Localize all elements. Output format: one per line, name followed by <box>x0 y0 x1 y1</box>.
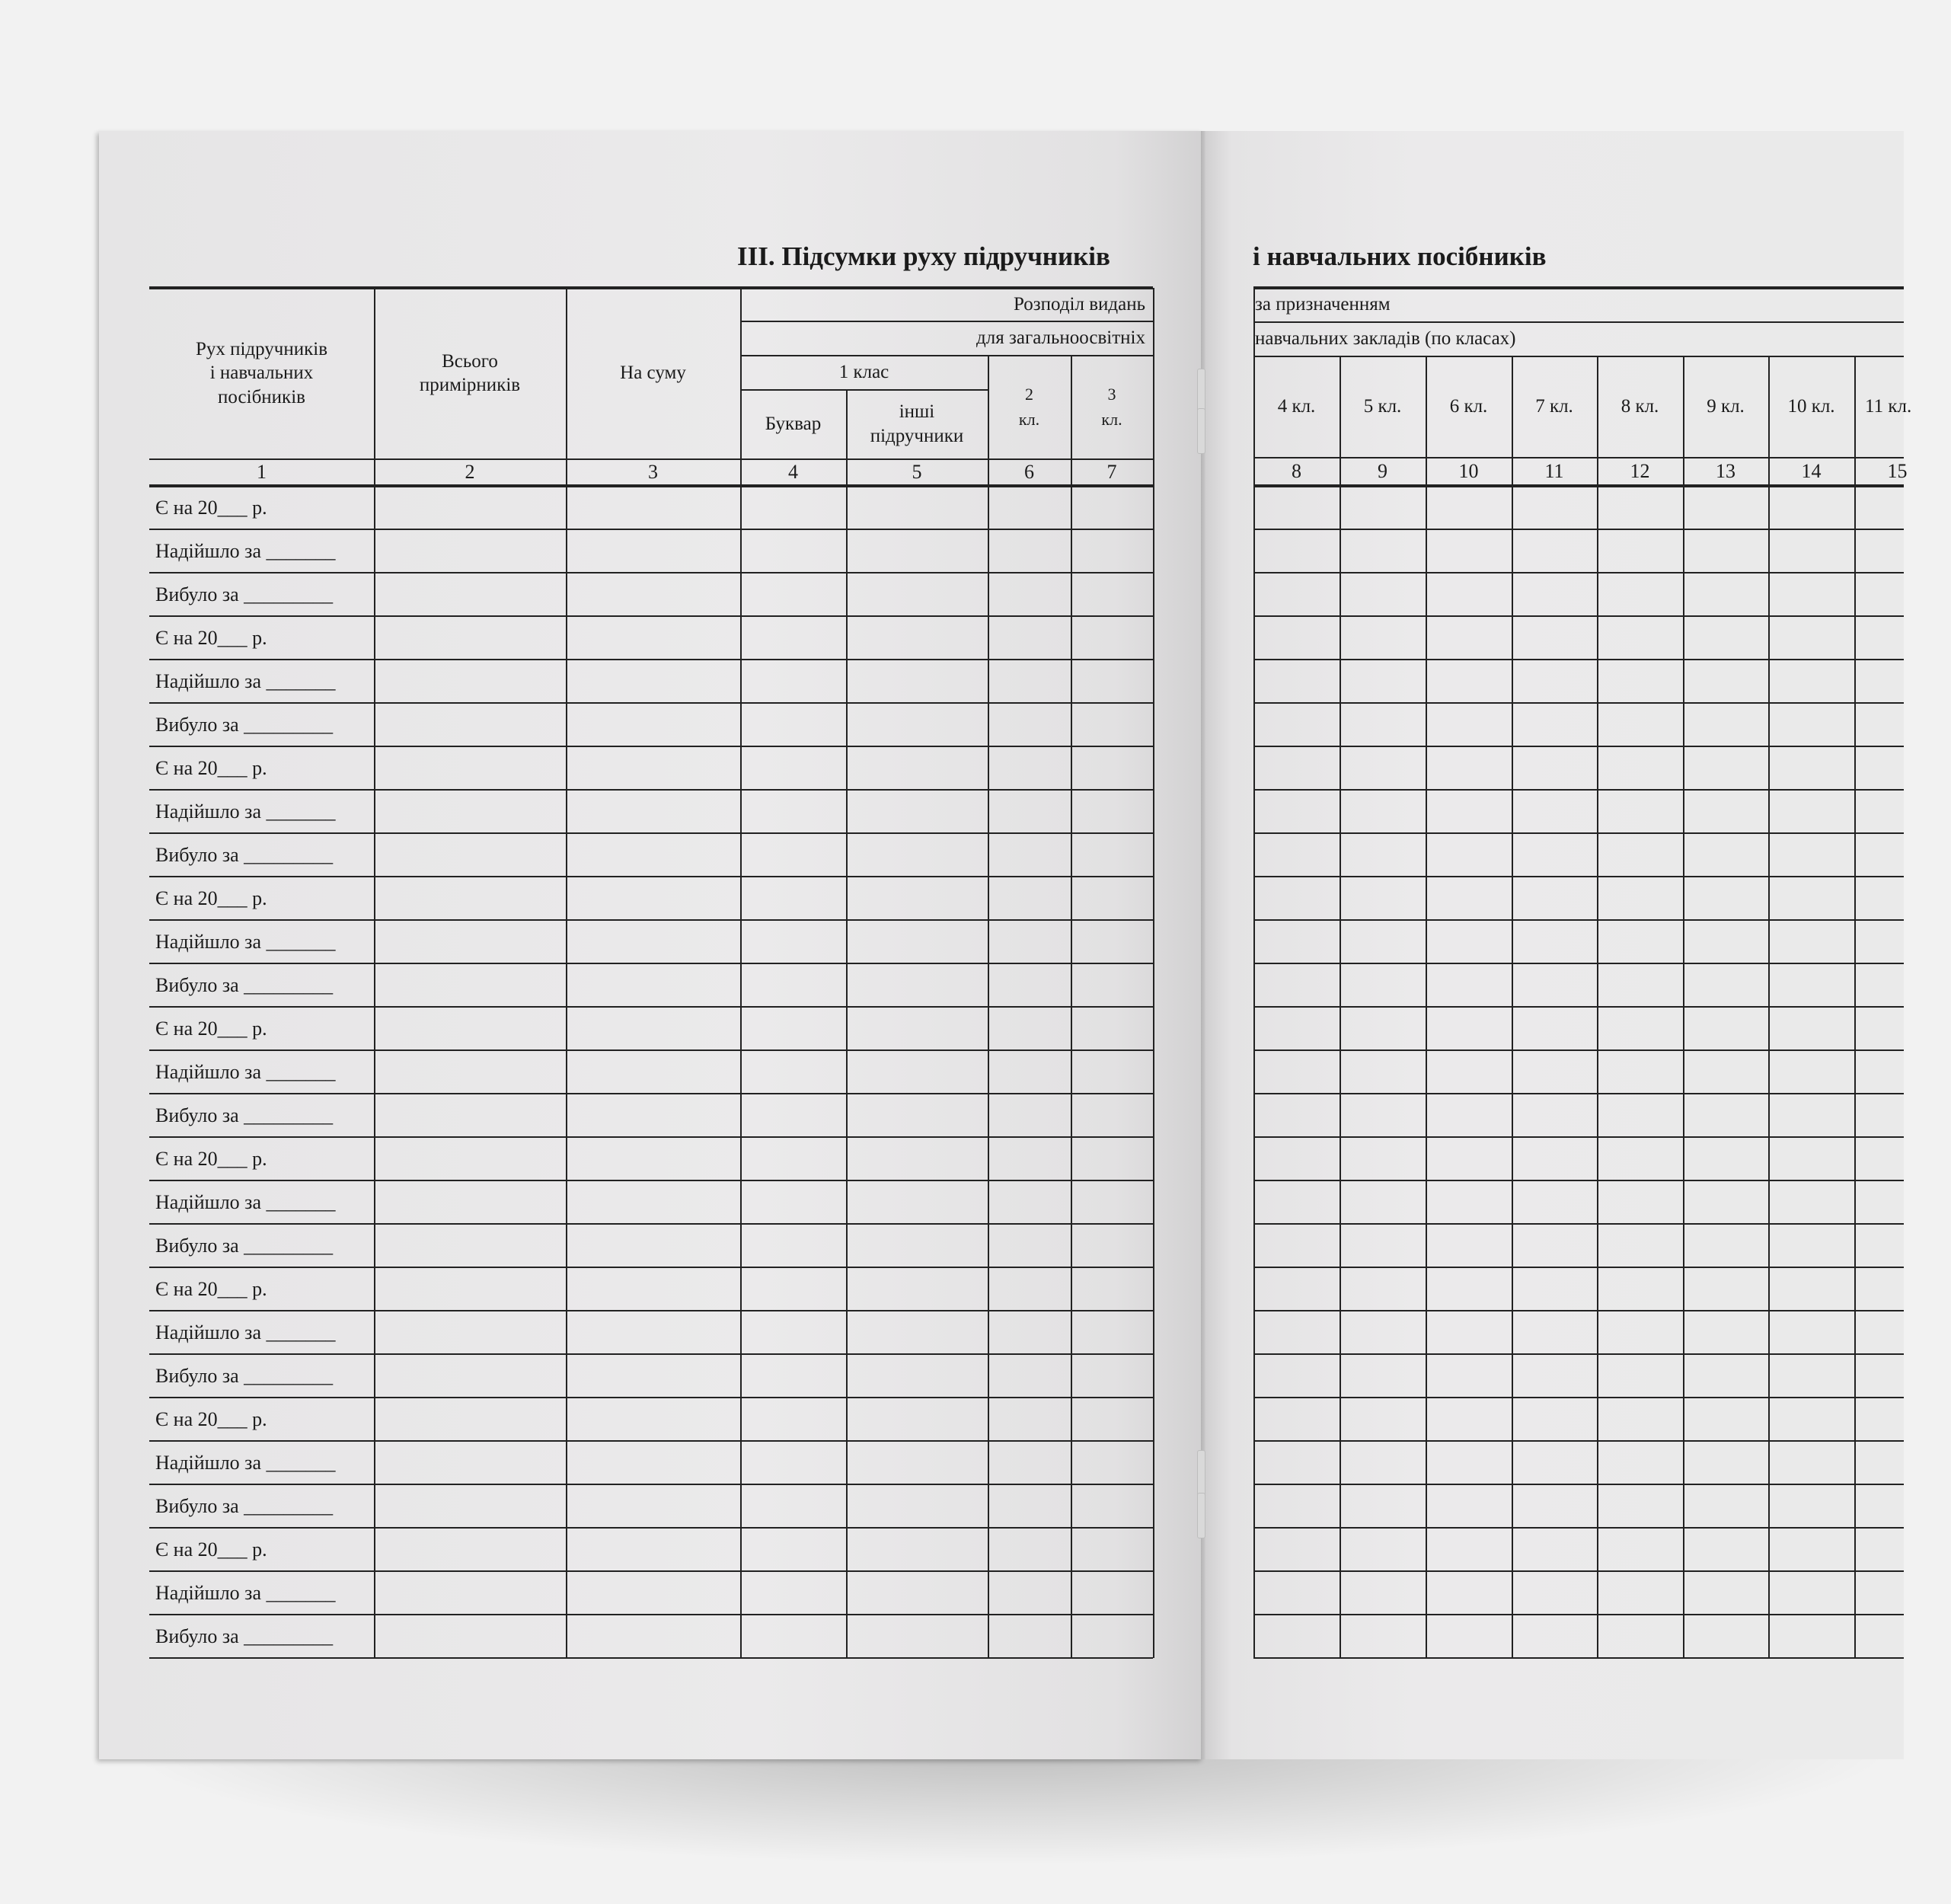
column-divider <box>846 389 848 1658</box>
row-rule <box>1253 1440 1904 1442</box>
row-label: Є на 20___ р. <box>155 1538 267 1561</box>
header-class-column: 4 кл. <box>1277 395 1316 417</box>
row-rule <box>149 1006 1153 1008</box>
row-rule <box>1253 1223 1904 1225</box>
row-label: Вибуло за _________ <box>155 1364 334 1387</box>
row-label: Є на 20___ р. <box>155 1147 267 1170</box>
row-label: Є на 20___ р. <box>155 496 267 519</box>
header-class-column: 10 кл. <box>1787 395 1835 417</box>
row-label: Надійшло за _______ <box>155 800 336 823</box>
row-rule <box>1253 1484 1904 1485</box>
row-rule <box>1253 832 1904 834</box>
row-rule <box>1253 1180 1904 1181</box>
header-class-column: 9 кл. <box>1707 395 1745 417</box>
staple-top <box>1197 369 1205 414</box>
page-title-right: і навчальних посібників <box>1253 241 1547 271</box>
row-rule <box>1253 1353 1904 1355</box>
header-class-1: 1 клас <box>838 361 889 382</box>
row-label: Є на 20___ р. <box>155 1017 267 1040</box>
column-divider <box>566 288 567 1658</box>
header-class-column: 11 кл. <box>1865 395 1912 417</box>
column-number: 9 <box>1378 460 1387 482</box>
row-rule <box>1253 789 1904 791</box>
row-rule <box>1253 919 1904 921</box>
column-number: 13 <box>1716 460 1735 482</box>
row-rule <box>149 615 1153 617</box>
row-rule <box>1253 1267 1904 1268</box>
row-rule <box>1253 1006 1904 1008</box>
column-divider <box>1253 288 1255 1658</box>
header-class-column: 5 кл. <box>1363 395 1402 417</box>
row-label: Є на 20___ р. <box>155 756 267 779</box>
row-label: Вибуло за _________ <box>155 1494 334 1517</box>
header-class-3: 3 кл. <box>1101 385 1122 429</box>
header-distribution: Розподіл видань <box>1014 293 1145 315</box>
row-rule <box>149 1657 1153 1659</box>
header-class-column: 8 кл. <box>1621 395 1659 417</box>
header-bukvar: Буквар <box>765 413 822 434</box>
row-label: Надійшло за _______ <box>155 539 336 562</box>
staple-bottom-lower <box>1197 1493 1205 1538</box>
header-purpose: за призначенням <box>1255 294 1391 315</box>
row-rule <box>1253 1657 1904 1659</box>
row-rule <box>1253 746 1904 747</box>
column-number: 1 <box>257 461 267 483</box>
row-rule <box>1253 615 1904 617</box>
row-rule <box>1253 1049 1904 1051</box>
row-rule <box>1253 1310 1904 1311</box>
row-label: Є на 20___ р. <box>155 626 267 649</box>
row-rule <box>1253 1614 1904 1615</box>
row-rule <box>1253 1093 1904 1094</box>
row-label: Вибуло за _________ <box>155 1234 334 1257</box>
row-label: Є на 20___ р. <box>155 1407 267 1430</box>
row-label: Надійшло за _______ <box>155 1190 336 1213</box>
column-number: 14 <box>1801 460 1822 482</box>
header-class-2: 2 кл. <box>1018 385 1040 429</box>
column-number: 11 <box>1544 460 1564 482</box>
row-rule <box>149 1527 1153 1529</box>
page-title-left: III. Підсумки руху підручників <box>737 241 1110 271</box>
row-rule <box>1253 572 1904 573</box>
row-label: Є на 20___ р. <box>155 1277 267 1300</box>
row-label: Вибуло за _________ <box>155 843 334 866</box>
row-label: Надійшло за _______ <box>155 1451 336 1474</box>
row-rule <box>1253 1570 1904 1572</box>
row-label: Вибуло за _________ <box>155 1104 334 1126</box>
booklet-shadow <box>114 1744 1904 1866</box>
staple-bottom <box>1197 1450 1205 1496</box>
header-general-schools: для загальноосвітніх <box>976 327 1145 348</box>
row-rule <box>1253 659 1904 660</box>
column-number: 10 <box>1458 460 1479 482</box>
row-label: Надійшло за _______ <box>155 1060 336 1083</box>
row-rule <box>1253 702 1904 704</box>
row-rule <box>149 1397 1153 1398</box>
row-label: Надійшло за _______ <box>155 669 336 692</box>
header-class-column: 6 кл. <box>1449 395 1488 417</box>
column-divider <box>740 288 742 1658</box>
row-rule <box>1253 1397 1904 1398</box>
column-number: 12 <box>1630 460 1650 482</box>
column-divider <box>1153 288 1154 1658</box>
column-number: 6 <box>1024 461 1034 483</box>
row-rule <box>1253 1527 1904 1529</box>
column-number: 5 <box>912 461 922 483</box>
row-label: Надійшло за _______ <box>155 1321 336 1343</box>
row-label: Є на 20___ р. <box>155 887 267 909</box>
row-label: Вибуло за _________ <box>155 583 334 605</box>
column-number: 4 <box>788 461 798 483</box>
row-rule <box>1253 876 1904 877</box>
row-rule <box>149 746 1153 747</box>
column-number: 7 <box>1106 461 1117 483</box>
header-movement: Рух підручників і навчальних посібників <box>195 339 328 407</box>
row-label: Надійшло за _______ <box>155 930 336 953</box>
row-label: Вибуло за _________ <box>155 973 334 996</box>
header-class-column: 7 кл. <box>1535 395 1573 417</box>
row-rule <box>149 1136 1153 1138</box>
header-total-copies: Всього примірників <box>419 350 521 395</box>
row-label: Вибуло за _________ <box>155 1624 334 1647</box>
header-sum: На суму <box>620 363 686 384</box>
header-other-textbooks: інші підручники <box>870 401 964 446</box>
column-divider <box>374 288 375 1658</box>
row-label: Вибуло за _________ <box>155 713 334 736</box>
row-rule <box>149 876 1153 877</box>
row-rule <box>1253 963 1904 964</box>
column-number: 3 <box>648 461 658 483</box>
column-number: 2 <box>465 461 475 483</box>
column-number: 8 <box>1292 460 1301 482</box>
row-label: Надійшло за _______ <box>155 1581 336 1604</box>
row-rule <box>1253 529 1904 530</box>
header-institutions: навчальних закладів (по класах) <box>1255 327 1516 349</box>
row-rule <box>1253 1136 1904 1138</box>
column-number: 15 <box>1887 460 1908 482</box>
staple-top-lower <box>1197 408 1205 454</box>
row-rule <box>149 1267 1153 1268</box>
